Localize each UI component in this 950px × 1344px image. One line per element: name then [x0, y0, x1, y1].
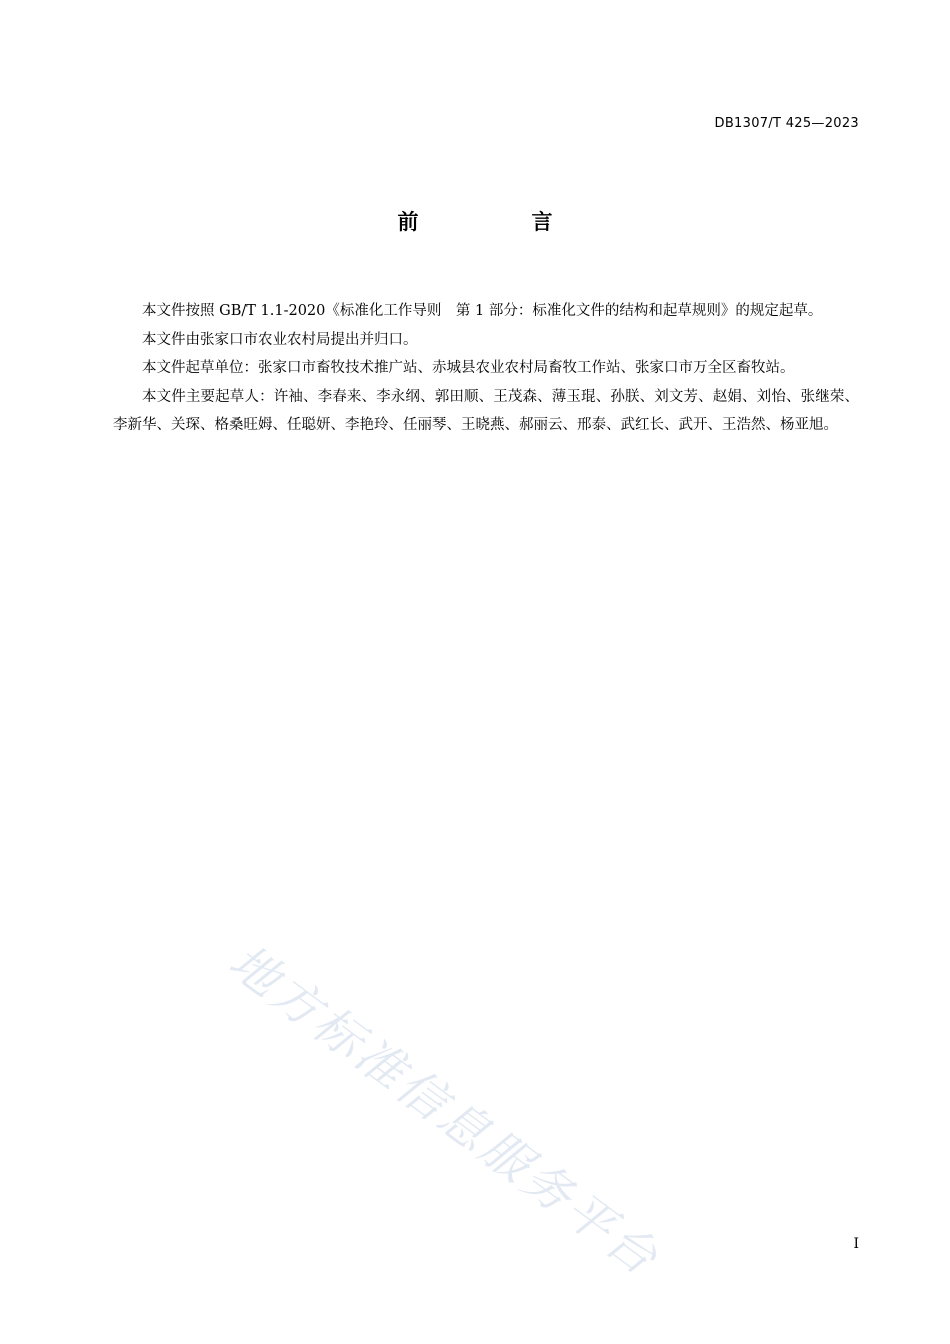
paragraph-drafting-units: 本文件起草单位：张家口市畜牧技术推广站、赤城县农业农村局畜牧工作站、张家口市万全区畜牧站。	[142, 360, 795, 376]
watermark: 地方标准信息服务平台	[218, 933, 670, 1288]
page-title: 前 言	[397, 210, 599, 234]
paragraph-drafters: 本文件主要起草人：许袖、李春来、李永纲、郭田顺、王茂森、薄玉琨、孙朕、刘文芳、赵娟、刘怡、张继荣、李新华、关琛、格桑旺姆、任聪妍、李艳玲、任丽琴、王晓燕、郝丽云、邢泰、武红长、武开、王浩然、杨亚旭。	[113, 388, 859, 433]
paragraph-drafting-rules: 本文件按照 GB/T 1.1-2020《标准化工作导则 第 1 部分：标准化文件的结构和起草规则》的规定起草。	[142, 303, 823, 319]
page-number: I	[853, 1236, 859, 1252]
document-code: DB1307/T 425—2023	[714, 116, 859, 131]
foreword-body	[113, 297, 859, 440]
paragraph-proposer: 本文件由张家口市农业农村局提出并归口。	[142, 331, 418, 348]
